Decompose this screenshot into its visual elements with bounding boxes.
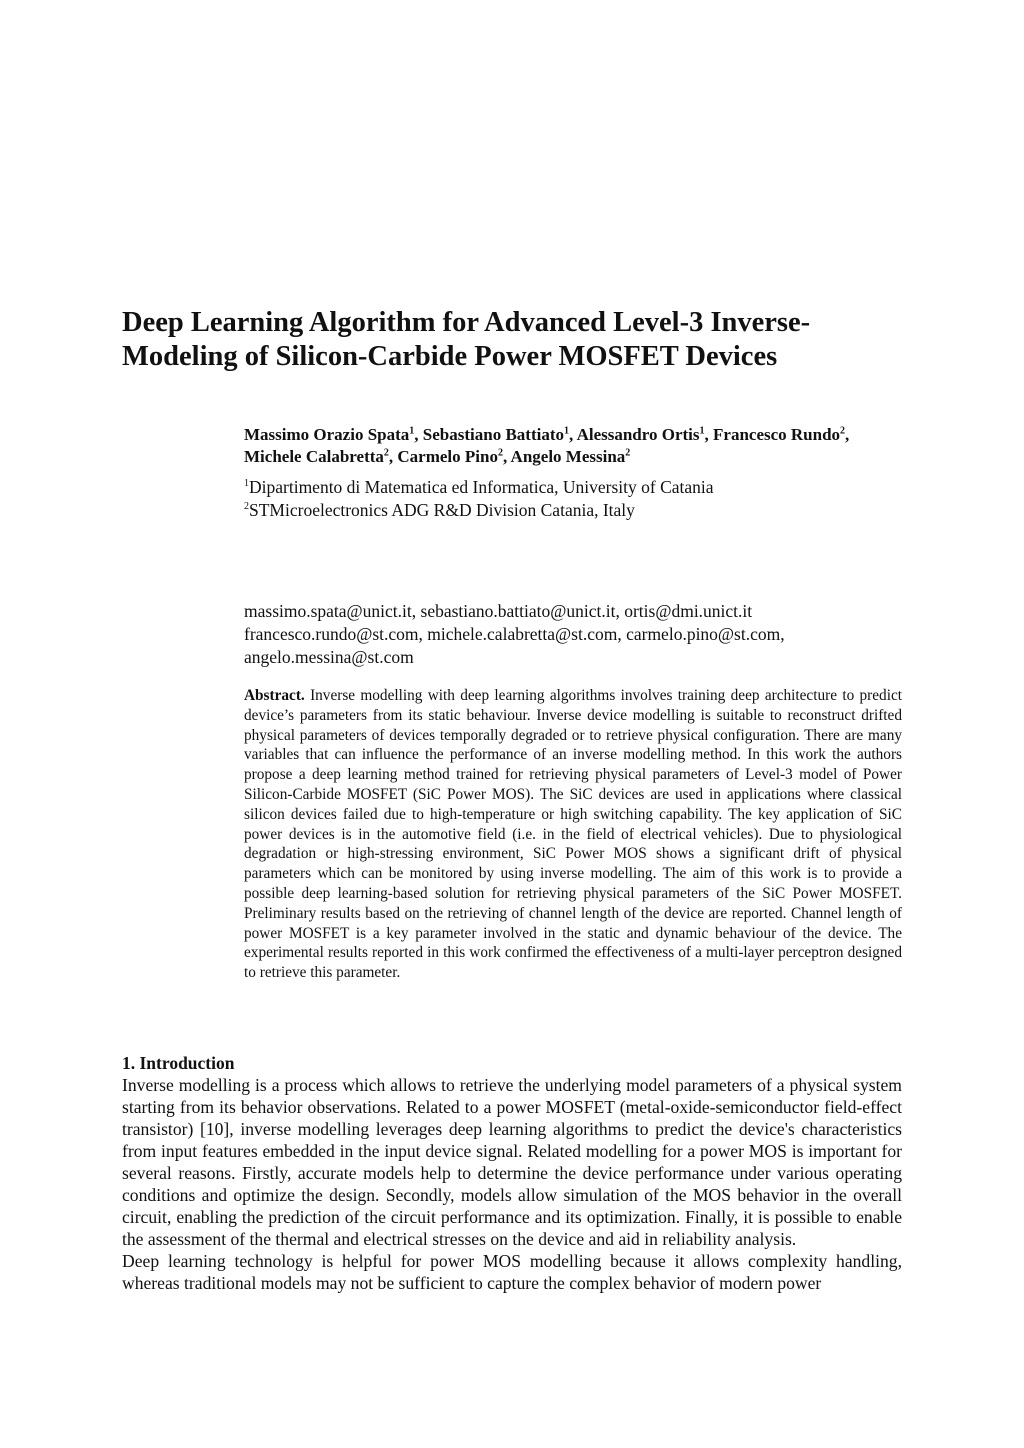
email-line: francesco.rundo@st.com, michele.calabretta@st.com, carmelo.pino@st.com, bbox=[244, 624, 785, 644]
author-affil-mark: 2 bbox=[625, 447, 631, 459]
author-affil-mark: 1 bbox=[564, 425, 569, 437]
author-affil-mark: 2 bbox=[383, 447, 389, 459]
author bbox=[397, 447, 510, 466]
paragraph: Inverse modelling is a process which allows to retrieve the underlying model parameters of a physical system starting from its behavior observations. Related to a power MOSFET (metal-oxide-semiconductor field-effect transistor) [10], inverse modelling leverages deep learning algorithms to predict the device's characteristics from input features embedded in the input device signal. Related modelling for a power MOS is important for several reasons. Firstly, accurate models help to determine the device performance under various operating conditions and optimize the design. Secondly, models allow simulation of the MOS behavior in the overall circuit, enabling the prediction of the circuit performance and its optimization. Finally, it is possible to enable the assessment of the thermal and electrical stresses on the device and aid in reliability analysis. bbox=[122, 1075, 902, 1249]
author-name: Massimo Orazio Spata bbox=[244, 425, 410, 444]
author-affil-mark: 2 bbox=[840, 425, 846, 437]
author bbox=[423, 425, 577, 444]
author-separator: , bbox=[502, 447, 511, 466]
author-name: Angelo Messina bbox=[510, 447, 626, 466]
author bbox=[577, 425, 713, 444]
author-separator: , bbox=[388, 447, 398, 466]
author-separator: , bbox=[845, 425, 850, 444]
author-name: Francesco Rundo bbox=[713, 425, 841, 444]
author-separator: , bbox=[704, 425, 714, 444]
author-affil-mark: 1 bbox=[699, 425, 705, 437]
author-name: Sebastiano Battiato bbox=[422, 425, 564, 444]
author bbox=[244, 425, 423, 444]
author bbox=[244, 447, 397, 466]
author-affil-mark: 1 bbox=[409, 425, 415, 437]
abstract-text: Inverse modelling with deep learning algorithms involves training deep architecture to predict device’s parameters from its static behaviour. Inverse device modelling is suitable to reconstruct drifted physical parameters of devices temporally degraded or to retrieve physical configuration. There are many variables that can influence the performance of an inverse modelling method. In this work the authors propose a deep learning method trained for retrieving physical parameters of Level-3 model of Power Silicon-Carbide MOSFET (SiC Power MOS). The SiC devices are used in applications where classical silicon devices failed due to high-temperature or high switching capability. The key application of SiC power devices is in the automotive field (i.e. in the field of electrical vehicles). Due to physiological degradation or high-stressing environment, SiC Power MOS shows a significant drift of physical parameters which can be monitored by using inverse modelling. The aim of this work is to provide a possible deep learning-based solution for retrieving physical parameters of the SiC Power MOSFET. Preliminary results based on the retrieving of channel length of the device are reported. Channel length of power MOSFET is a key parameter involved in the static and dynamic behaviour of the device. The experimental results reported in this work confirmed the effectiveness of a multi-layer perceptron designed to retrieve this parameter. bbox=[244, 687, 902, 982]
author-separator: , bbox=[414, 425, 423, 444]
author-list bbox=[244, 424, 884, 468]
paragraph: Deep learning technology is helpful for power MOS modelling because it allows complexity handling, whereas traditional models may not be sufficient to capture the complex behavior of modern power bbox=[122, 1251, 902, 1293]
affiliation-text: Dipartimento di Matematica ed Informatica, University of Catania bbox=[249, 477, 714, 497]
author-name: Michele Calabretta bbox=[244, 447, 384, 466]
email-line: angelo.messina@st.com bbox=[244, 647, 414, 667]
affiliation-text: STMicroelectronics ADG R&D Division Catania, Italy bbox=[249, 500, 635, 520]
affiliation-number: 1 bbox=[244, 478, 249, 490]
paper-title: Deep Learning Algorithm for Advanced Level-3 Inverse-Modeling of Silicon-Carbide Power MOSFET Devices bbox=[122, 307, 811, 372]
author bbox=[713, 425, 849, 444]
author-name: Carmelo Pino bbox=[397, 447, 498, 466]
abstract-label: Abstract. bbox=[244, 687, 305, 704]
author-name: Alessandro Ortis bbox=[576, 425, 700, 444]
affiliation bbox=[244, 476, 884, 499]
affiliation bbox=[244, 499, 884, 522]
author-separator: , bbox=[569, 425, 577, 444]
author-affil-mark: 2 bbox=[497, 447, 503, 459]
introduction-body bbox=[122, 1074, 902, 1294]
affiliation-number: 2 bbox=[244, 501, 249, 513]
abstract bbox=[244, 686, 902, 983]
section-heading-introduction: 1. Introduction bbox=[122, 1053, 235, 1073]
author bbox=[511, 447, 631, 466]
email-list bbox=[244, 600, 904, 669]
affiliation-list bbox=[244, 476, 884, 522]
email-line: massimo.spata@unict.it, sebastiano.battiato@unict.it, ortis@dmi.unict.it bbox=[244, 601, 753, 621]
